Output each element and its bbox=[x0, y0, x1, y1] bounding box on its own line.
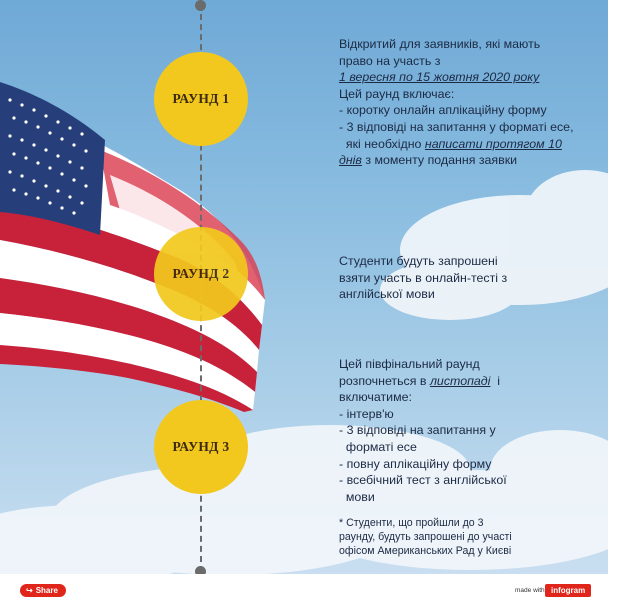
round-1-label: РАУНД 1 bbox=[172, 91, 230, 106]
round-1-text-segment: Цей раунд включає: bbox=[339, 86, 455, 101]
round-1-description bbox=[339, 36, 601, 169]
round-1-line bbox=[339, 86, 601, 103]
round-3-line bbox=[339, 389, 601, 406]
round-2-line bbox=[339, 253, 601, 270]
round-1-text-segment: днів bbox=[339, 153, 362, 168]
round-3-label: РАУНД 3 bbox=[172, 439, 230, 454]
round-2-text-segment: Студенти будуть запрошені bbox=[339, 254, 498, 268]
round-1-line bbox=[339, 136, 601, 153]
footnote-line: офісом Американських Рад у Києві bbox=[339, 545, 512, 557]
footnote bbox=[339, 516, 601, 558]
round-1-line bbox=[339, 53, 601, 70]
round-1-line bbox=[339, 119, 601, 136]
round-3-text-segment: Цей півфінальний раунд bbox=[339, 357, 480, 371]
round-3-description bbox=[339, 356, 601, 505]
timeline-dot-top bbox=[195, 0, 206, 11]
round-1-line bbox=[339, 36, 601, 53]
round-3-text-segment: розпочнеться в bbox=[339, 373, 430, 388]
round-1-line bbox=[339, 69, 601, 86]
round-1-line bbox=[339, 152, 601, 169]
share-label: Share bbox=[35, 586, 58, 595]
round-1-text-segment: - коротку онлайн аплікаційну форму bbox=[339, 103, 547, 118]
round-3-line bbox=[339, 472, 601, 489]
round-3-text-segment: мови bbox=[339, 489, 375, 504]
round-3-line bbox=[339, 489, 601, 506]
round-3-text-segment: і bbox=[490, 373, 501, 388]
round-2-label: РАУНД 2 bbox=[172, 266, 230, 281]
round-1-text-segment: з моменту подання заявки bbox=[361, 153, 518, 168]
footnote-line: * Студенти, що пройшли до 3 bbox=[339, 517, 484, 529]
round-3-text-segment: форматі есе bbox=[339, 439, 417, 454]
round-3-line bbox=[339, 456, 601, 473]
round-3-line bbox=[339, 439, 601, 456]
made-with-label: made with bbox=[515, 587, 545, 594]
round-2-description bbox=[339, 253, 601, 303]
share-button[interactable] bbox=[20, 584, 66, 597]
round-1-text-segment: - 3 відповіді на запитання у форматі есе, bbox=[339, 119, 574, 134]
timeline-dot-bottom bbox=[195, 566, 206, 574]
round-2-badge bbox=[154, 227, 248, 321]
share-icon: ↪ bbox=[26, 586, 33, 595]
round-2-text-segment: взяти участь в онлайн-тесті з bbox=[339, 270, 508, 285]
round-1-text-segment: написати протягом 10 bbox=[424, 136, 562, 151]
round-1-text-segment: право на участь з bbox=[339, 53, 441, 68]
round-2-line bbox=[339, 286, 601, 303]
round-3-text-segment: - всебічний тест з англійської bbox=[339, 473, 507, 488]
round-3-text-segment: - 3 відповіді на запитання у bbox=[339, 423, 496, 438]
round-3-text-segment: - інтерв'ю bbox=[339, 406, 394, 421]
infogram-logo[interactable]: infogram bbox=[545, 584, 591, 597]
round-3-text-segment: включатиме: bbox=[339, 390, 412, 405]
round-1-line bbox=[339, 102, 601, 119]
round-1-badge bbox=[154, 52, 248, 146]
round-2-text-segment: англійської мови bbox=[339, 287, 435, 302]
round-1-text-segment: які необхідно bbox=[339, 136, 425, 151]
footnote-line: раунду, будуть запрошені до участі bbox=[339, 531, 512, 543]
round-3-line bbox=[339, 422, 601, 439]
round-3-text-segment: листопаді bbox=[429, 373, 491, 388]
round-3-text-segment: - повну аплікаційну форму bbox=[339, 456, 492, 471]
round-2-line bbox=[339, 270, 601, 287]
round-3-line bbox=[339, 406, 601, 423]
round-3-badge bbox=[154, 400, 248, 494]
round-1-text-segment: Відкритий для заявників, які мають bbox=[339, 37, 541, 51]
round-3-line bbox=[339, 356, 601, 373]
round-1-text-segment: 1 вересня по 15 жовтня 2020 року bbox=[339, 70, 540, 85]
round-3-line bbox=[339, 373, 601, 390]
